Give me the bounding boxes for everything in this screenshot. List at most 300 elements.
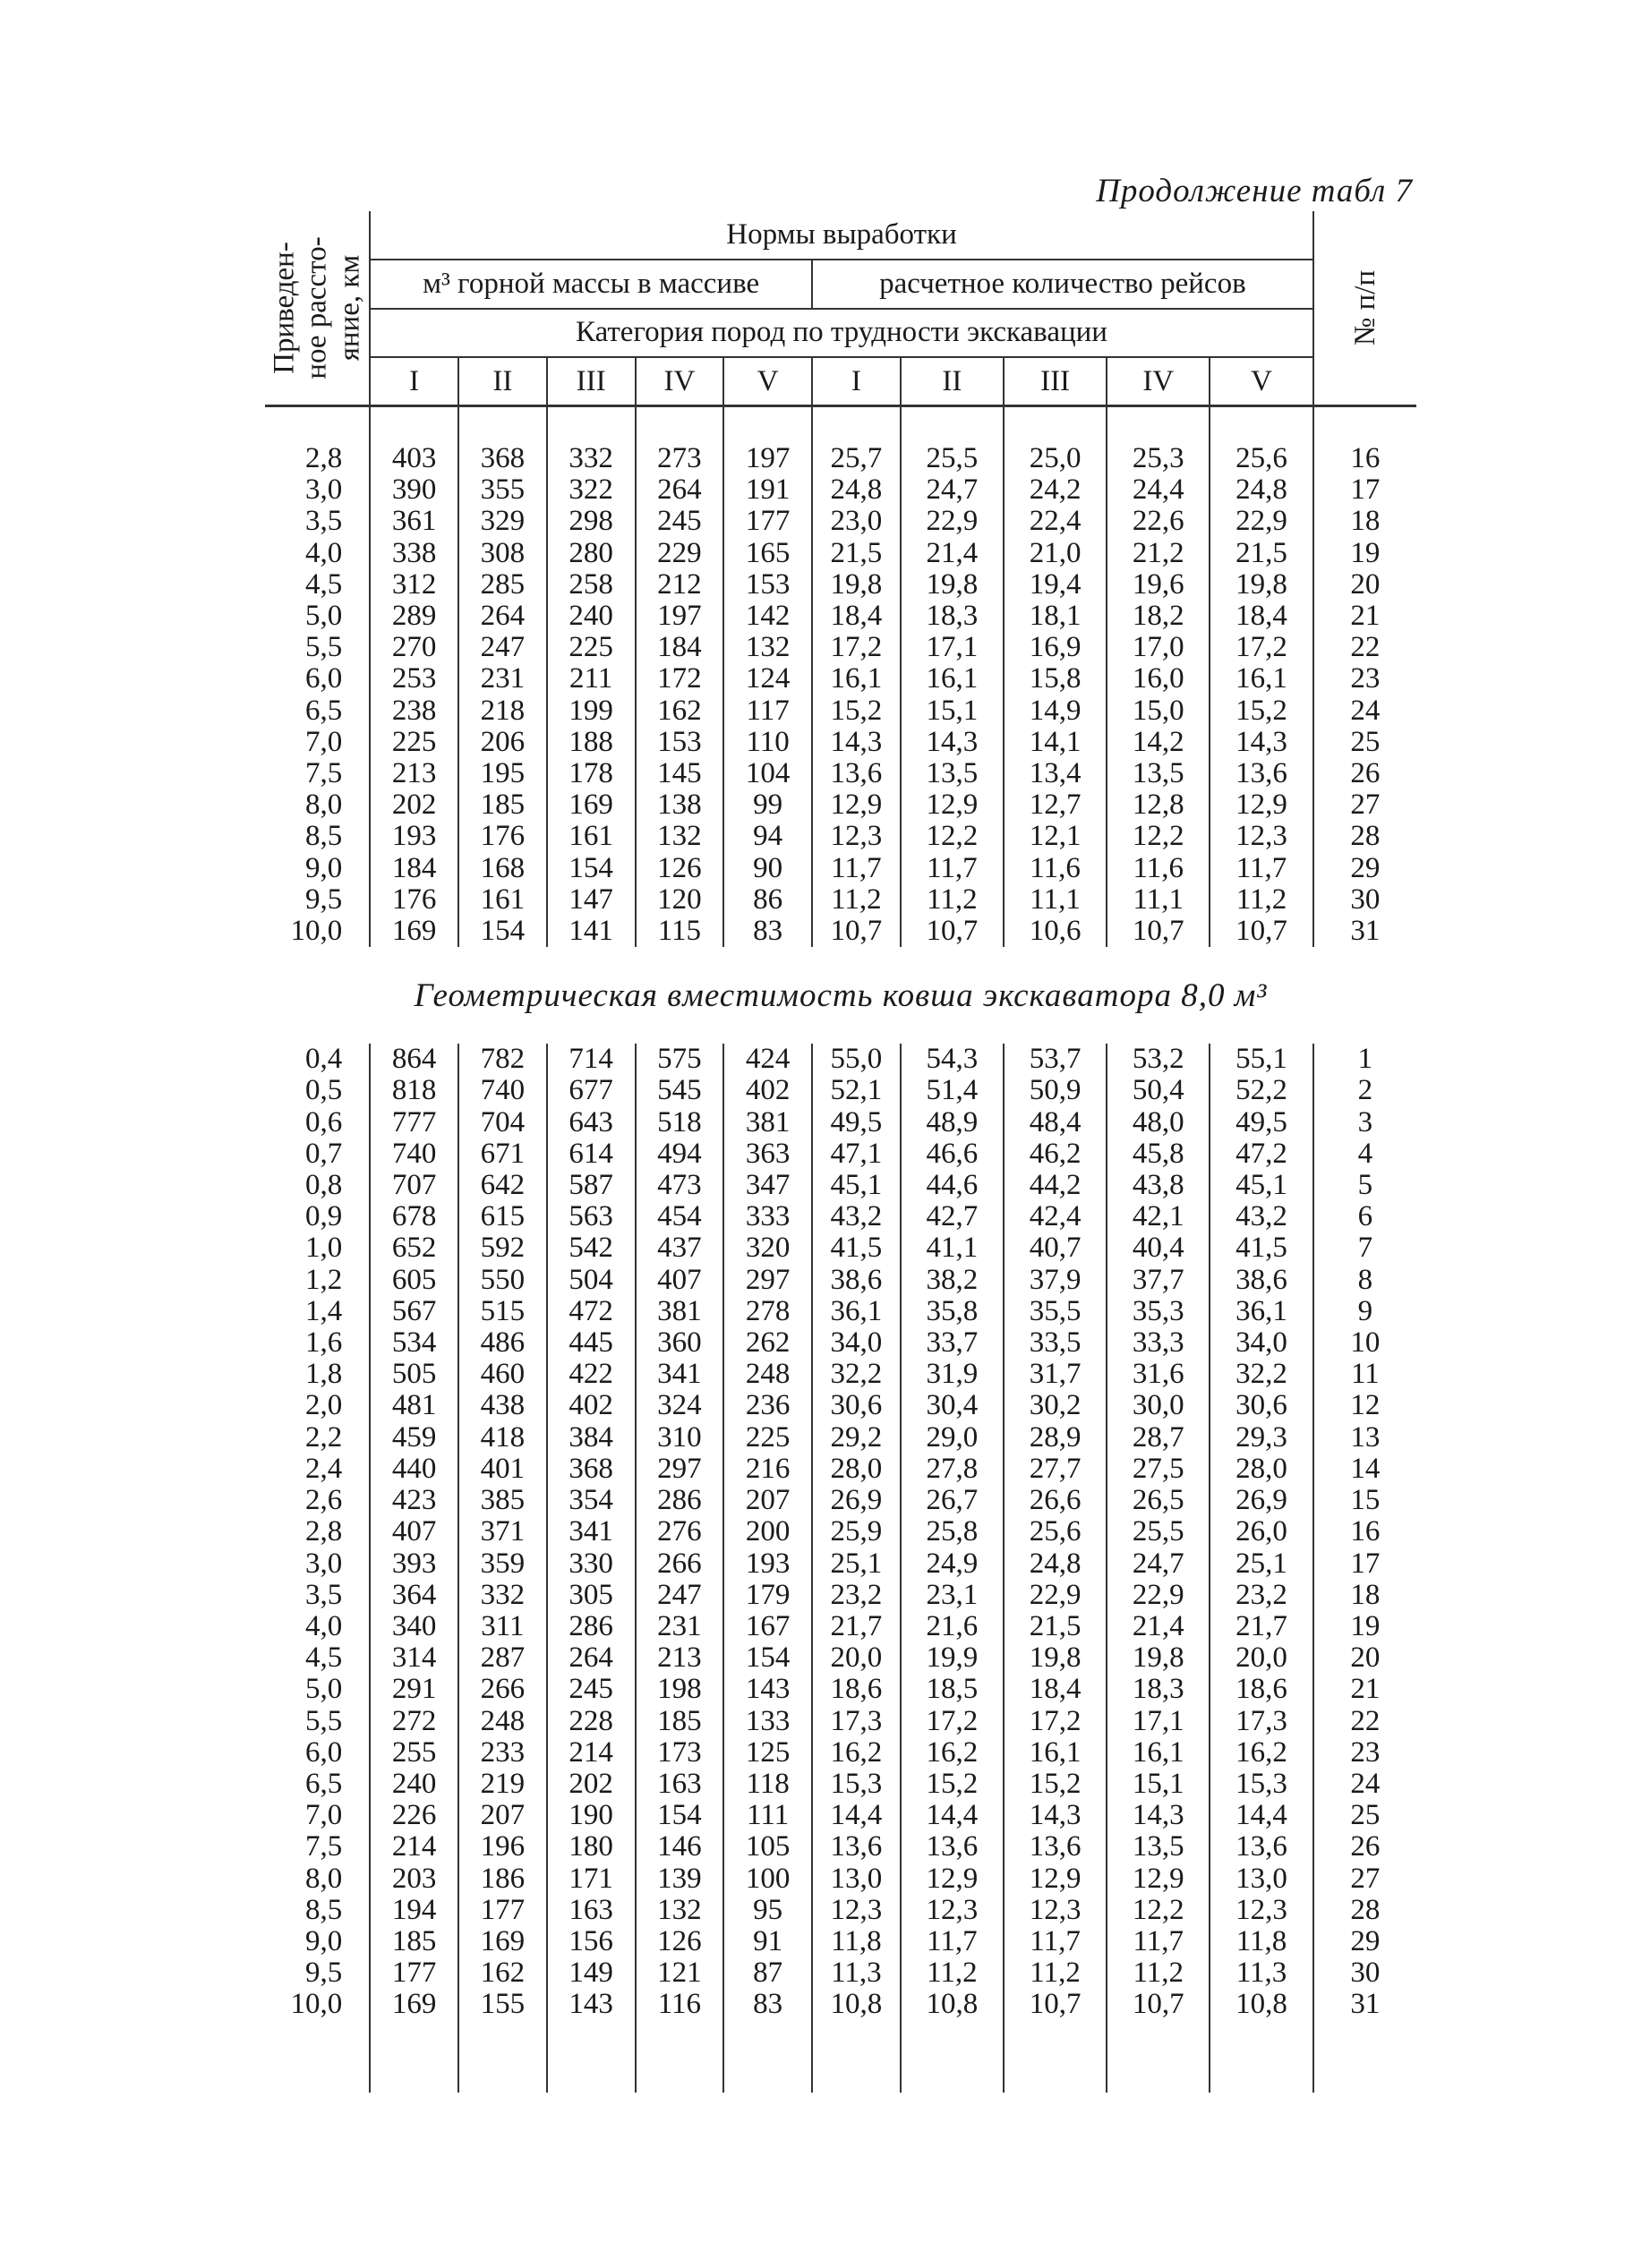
index-cell: 31 xyxy=(1313,1989,1416,2020)
mass-norm-cell: 333 xyxy=(723,1201,812,1232)
trips-cell: 14,3 xyxy=(901,727,1004,758)
table-row xyxy=(265,727,1416,758)
mass-norm-cell: 550 xyxy=(458,1265,547,1296)
table-row xyxy=(265,1926,1416,1957)
mass-norm-cell: 87 xyxy=(723,1957,812,1989)
mass-norm-cell: 197 xyxy=(636,601,724,632)
trips-cell: 27,7 xyxy=(1004,1454,1107,1485)
trips-cell: 23,2 xyxy=(1210,1580,1312,1611)
mass-norm-cell: 310 xyxy=(636,1422,724,1454)
trips-cell: 13,6 xyxy=(812,1831,901,1863)
table-row xyxy=(265,1989,1416,2020)
trips-cell: 15,3 xyxy=(1210,1769,1312,1800)
mass-norm-cell: 193 xyxy=(723,1548,812,1580)
mass-norm-cell: 143 xyxy=(547,1989,636,2020)
distance-cell: 5,5 xyxy=(305,631,343,664)
mass-norm-cell: 308 xyxy=(458,538,547,569)
trips-cell: 19,8 xyxy=(901,569,1004,601)
mass-norm-cell: 198 xyxy=(636,1674,724,1705)
trips-cell: 22,9 xyxy=(901,506,1004,537)
mass-norm-cell: 188 xyxy=(547,727,636,758)
trips-cell: 23,0 xyxy=(812,506,901,537)
mass-norm-cell: 258 xyxy=(547,569,636,601)
trips-cell: 17,3 xyxy=(812,1706,901,1737)
mass-norm-cell: 153 xyxy=(636,727,724,758)
mass-norm-cell: 248 xyxy=(723,1359,812,1390)
trips-cell: 21,0 xyxy=(1004,538,1107,569)
distance-cell: 4,0 xyxy=(305,536,343,569)
trips-cell: 10,8 xyxy=(1210,1989,1312,2020)
index-cell: 16 xyxy=(1313,1516,1416,1548)
distance-cell: 3,0 xyxy=(305,473,343,507)
mass-norm-cell: 567 xyxy=(370,1296,458,1327)
distance-cell: 10,0 xyxy=(290,915,343,948)
trips-cell: 14,1 xyxy=(1004,727,1107,758)
mass-norm-cell: 169 xyxy=(370,1989,458,2020)
trips-cell: 15,1 xyxy=(1107,1769,1210,1800)
trips-cell: 12,1 xyxy=(1004,821,1107,852)
index-cell: 3 xyxy=(1313,1107,1416,1138)
cat-mass-1: I xyxy=(409,364,420,397)
trips-cell: 24,2 xyxy=(1004,474,1107,506)
mass-norm-cell: 155 xyxy=(458,1989,547,2020)
index-cell: 30 xyxy=(1313,884,1416,916)
trips-cell: 18,2 xyxy=(1107,601,1210,632)
trips-cell: 51,4 xyxy=(901,1075,1004,1106)
trips-cell: 45,1 xyxy=(1210,1170,1312,1201)
mass-norm-cell: 117 xyxy=(723,695,812,727)
table-tail xyxy=(265,2021,1416,2093)
table-row xyxy=(265,506,1416,537)
table-row xyxy=(265,569,1416,601)
mass-norm-cell: 207 xyxy=(723,1485,812,1516)
trips-cell: 28,0 xyxy=(812,1454,901,1485)
mass-norm-cell: 534 xyxy=(370,1327,458,1359)
table-row xyxy=(265,443,1416,474)
mass-norm-cell: 418 xyxy=(458,1422,547,1454)
mass-norm-cell: 179 xyxy=(723,1580,812,1611)
table-row xyxy=(265,1737,1416,1769)
mass-norm-cell: 185 xyxy=(636,1706,724,1737)
mass-norm-cell: 172 xyxy=(636,663,724,695)
mass-norm-cell: 324 xyxy=(636,1390,724,1421)
mass-norm-cell: 364 xyxy=(370,1580,458,1611)
mass-norm-cell: 248 xyxy=(458,1706,547,1737)
mass-norm-cell: 199 xyxy=(547,695,636,727)
mass-norm-cell: 86 xyxy=(723,884,812,916)
mass-norm-cell: 423 xyxy=(370,1485,458,1516)
section-2-caption-body xyxy=(265,947,1416,1044)
mass-norm-cell: 575 xyxy=(636,1044,724,1075)
trips-cell: 34,0 xyxy=(1210,1327,1312,1359)
trips-cell: 11,7 xyxy=(901,1926,1004,1957)
mass-norm-cell: 216 xyxy=(723,1454,812,1485)
mass-norm-cell: 194 xyxy=(370,1895,458,1926)
trips-cell: 29,3 xyxy=(1210,1422,1312,1454)
trips-cell: 15,1 xyxy=(901,695,1004,727)
index-cell: 27 xyxy=(1313,1863,1416,1895)
mass-norm-cell: 124 xyxy=(723,663,812,695)
index-cell: 13 xyxy=(1313,1422,1416,1454)
trips-cell: 17,1 xyxy=(1107,1706,1210,1737)
mass-norm-cell: 154 xyxy=(458,916,547,947)
mass-norm-cell: 219 xyxy=(458,1769,547,1800)
trips-cell: 21,7 xyxy=(1210,1611,1312,1642)
distance-cell: 0,4 xyxy=(305,1043,343,1076)
trips-cell: 21,7 xyxy=(812,1611,901,1642)
table-row xyxy=(265,1611,1416,1642)
distance-cell: 7,0 xyxy=(305,725,343,758)
trips-cell: 22,4 xyxy=(1004,506,1107,537)
mass-norm-cell: 154 xyxy=(636,1800,724,1831)
trips-cell: 42,4 xyxy=(1004,1201,1107,1232)
distance-cell: 5,5 xyxy=(305,1704,343,1737)
index-cell: 21 xyxy=(1313,601,1416,632)
trips-cell: 32,2 xyxy=(1210,1359,1312,1390)
table-row xyxy=(265,1516,1416,1548)
trips-cell: 42,7 xyxy=(901,1201,1004,1232)
index-cell: 15 xyxy=(1313,1485,1416,1516)
mass-norm-cell: 240 xyxy=(547,601,636,632)
mass-norm-cell: 185 xyxy=(458,789,547,821)
trips-cell: 18,4 xyxy=(1210,601,1312,632)
trips-cell: 14,3 xyxy=(812,727,901,758)
trips-cell: 25,1 xyxy=(812,1548,901,1580)
index-cell: 26 xyxy=(1313,758,1416,789)
trips-cell: 11,3 xyxy=(1210,1957,1312,1989)
trips-cell: 47,1 xyxy=(812,1138,901,1170)
trips-cell: 35,8 xyxy=(901,1296,1004,1327)
trips-cell: 23,1 xyxy=(901,1580,1004,1611)
trips-cell: 25,1 xyxy=(1210,1548,1312,1580)
mass-norm-cell: 238 xyxy=(370,695,458,727)
trips-cell: 28,0 xyxy=(1210,1454,1312,1485)
table-row xyxy=(265,1044,1416,1075)
trips-cell: 33,5 xyxy=(1004,1327,1107,1359)
trips-cell: 23,2 xyxy=(812,1580,901,1611)
mass-norm-cell: 141 xyxy=(547,916,636,947)
trips-cell: 34,0 xyxy=(812,1327,901,1359)
index-header: № п/п xyxy=(1313,211,1416,406)
index-cell: 28 xyxy=(1313,821,1416,852)
trips-cell: 11,2 xyxy=(901,884,1004,916)
trips-cell: 36,1 xyxy=(812,1296,901,1327)
mass-norm-cell: 202 xyxy=(370,789,458,821)
mass-norm-cell: 371 xyxy=(458,1516,547,1548)
trips-cell: 13,0 xyxy=(1210,1863,1312,1895)
mass-norm-cell: 161 xyxy=(458,884,547,916)
trips-cell: 12,3 xyxy=(1004,1895,1107,1926)
mass-norm-cell: 384 xyxy=(547,1422,636,1454)
mass-norm-cell: 245 xyxy=(547,1674,636,1705)
trips-cell: 44,6 xyxy=(901,1170,1004,1201)
mass-norm-cell: 83 xyxy=(723,1989,812,2020)
trips-cell: 37,9 xyxy=(1004,1265,1107,1296)
table-row xyxy=(265,1359,1416,1390)
trips-cell: 26,7 xyxy=(901,1485,1004,1516)
index-cell: 5 xyxy=(1313,1170,1416,1201)
trips-cell: 25,9 xyxy=(812,1516,901,1548)
cat-mass-3: III xyxy=(547,357,636,405)
mass-norm-cell: 297 xyxy=(636,1454,724,1485)
mass-norm-cell: 115 xyxy=(636,916,724,947)
mass-norm-cell: 777 xyxy=(370,1107,458,1138)
mass-norm-cell: 214 xyxy=(547,1737,636,1769)
table-row xyxy=(265,853,1416,884)
mass-norm-cell: 247 xyxy=(458,632,547,663)
trips-cell: 17,2 xyxy=(1004,1706,1107,1737)
mass-norm-cell: 184 xyxy=(636,632,724,663)
mass-norm-cell: 459 xyxy=(370,1422,458,1454)
table-row xyxy=(265,1422,1416,1454)
mass-norm-cell: 133 xyxy=(723,1706,812,1737)
mass-norm-cell: 184 xyxy=(370,853,458,884)
mass-norm-cell: 218 xyxy=(458,695,547,727)
mass-norm-cell: 340 xyxy=(370,1611,458,1642)
distance-cell: 0,8 xyxy=(305,1169,343,1202)
mass-norm-cell: 226 xyxy=(370,1800,458,1831)
mass-norm-cell: 363 xyxy=(723,1138,812,1170)
trips-cell: 13,6 xyxy=(901,1831,1004,1863)
mass-norm-cell: 146 xyxy=(636,1831,724,1863)
index-cell: 18 xyxy=(1313,1580,1416,1611)
trips-cell: 29,0 xyxy=(901,1422,1004,1454)
distance-cell: 2,0 xyxy=(305,1389,343,1422)
mass-norm-cell: 355 xyxy=(458,474,547,506)
trips-cell: 41,5 xyxy=(1210,1232,1312,1264)
trips-cell: 21,4 xyxy=(901,538,1004,569)
trips-cell: 19,8 xyxy=(1210,569,1312,601)
trips-cell: 10,8 xyxy=(812,1989,901,2020)
index-cell: 8 xyxy=(1313,1265,1416,1296)
distance-cell: 8,5 xyxy=(305,1893,343,1926)
distance-cell: 5,0 xyxy=(305,1673,343,1706)
distance-cell: 4,0 xyxy=(305,1609,343,1642)
mass-norm-cell: 231 xyxy=(458,663,547,695)
mass-norm-cell: 714 xyxy=(547,1044,636,1075)
trips-cell: 31,6 xyxy=(1107,1359,1210,1390)
trips-cell: 11,7 xyxy=(901,853,1004,884)
index-cell: 17 xyxy=(1313,1548,1416,1580)
mass-norm-cell: 354 xyxy=(547,1485,636,1516)
mass-norm-cell: 314 xyxy=(370,1642,458,1674)
mass-norm-cell: 368 xyxy=(547,1454,636,1485)
mass-norm-cell: 153 xyxy=(723,569,812,601)
trips-cell: 13,5 xyxy=(1107,758,1210,789)
table-row xyxy=(265,1454,1416,1485)
mass-norm-cell: 494 xyxy=(636,1138,724,1170)
trips-cell: 10,7 xyxy=(812,916,901,947)
trips-cell: 16,1 xyxy=(1107,1737,1210,1769)
table-row xyxy=(265,601,1416,632)
mass-norm-cell: 143 xyxy=(723,1674,812,1705)
trips-cell: 16,2 xyxy=(901,1737,1004,1769)
distance-cell: 1,0 xyxy=(305,1232,343,1265)
trips-cell: 21,6 xyxy=(901,1611,1004,1642)
distance-cell: 10,0 xyxy=(290,1988,343,2021)
index-cell: 7 xyxy=(1313,1232,1416,1264)
mass-norm-cell: 605 xyxy=(370,1265,458,1296)
table-row xyxy=(265,758,1416,789)
mass-norm-cell: 678 xyxy=(370,1201,458,1232)
mass-norm-cell: 225 xyxy=(370,727,458,758)
trips-cell: 24,8 xyxy=(1210,474,1312,506)
trips-cell: 12,9 xyxy=(812,789,901,821)
trips-cell: 42,1 xyxy=(1107,1201,1210,1232)
trips-cell: 52,2 xyxy=(1210,1075,1312,1106)
trips-cell: 30,0 xyxy=(1107,1390,1210,1421)
distance-cell: 4,5 xyxy=(305,567,343,601)
table-row xyxy=(265,538,1416,569)
mass-norm-cell: 121 xyxy=(636,1957,724,1989)
mass-norm-cell: 116 xyxy=(636,1989,724,2020)
mass-norm-cell: 99 xyxy=(723,789,812,821)
norms-title: Нормы выработки xyxy=(370,211,1312,260)
trips-cell: 49,5 xyxy=(1210,1107,1312,1138)
table-row xyxy=(265,1107,1416,1138)
distance-cell: 9,5 xyxy=(305,1957,343,1990)
mass-norm-cell: 332 xyxy=(547,443,636,474)
trips-cell: 33,3 xyxy=(1107,1327,1210,1359)
mass-norm-cell: 515 xyxy=(458,1296,547,1327)
trips-cell: 22,6 xyxy=(1107,506,1210,537)
distance-cell: 6,0 xyxy=(305,662,343,695)
mass-norm-cell: 312 xyxy=(370,569,458,601)
trips-cell: 10,8 xyxy=(901,1989,1004,2020)
index-cell: 20 xyxy=(1313,569,1416,601)
distance-cell: 6,5 xyxy=(305,694,343,727)
mass-norm-cell: 110 xyxy=(723,727,812,758)
trips-cell: 17,0 xyxy=(1107,632,1210,663)
trips-cell: 18,1 xyxy=(1004,601,1107,632)
table-row xyxy=(265,632,1416,663)
trips-cell: 17,2 xyxy=(901,1706,1004,1737)
mass-norm-cell: 190 xyxy=(547,1800,636,1831)
trips-cell: 17,3 xyxy=(1210,1706,1312,1737)
trips-header: расчетное количество рейсов xyxy=(812,260,1313,308)
distance-cell: 3,5 xyxy=(305,1578,343,1611)
trips-cell: 14,3 xyxy=(1107,1800,1210,1831)
trips-cell: 46,2 xyxy=(1004,1138,1107,1170)
mass-norm-cell: 202 xyxy=(547,1769,636,1800)
mass-norm-cell: 291 xyxy=(370,1674,458,1705)
trips-cell: 19,4 xyxy=(1004,569,1107,601)
trips-cell: 16,2 xyxy=(812,1737,901,1769)
category-header: Категория пород по трудности экскавации xyxy=(370,309,1312,357)
table-row xyxy=(265,1390,1416,1421)
trips-cell: 43,2 xyxy=(812,1201,901,1232)
mass-norm-cell: 518 xyxy=(636,1107,724,1138)
mass-norm-cell: 95 xyxy=(723,1895,812,1926)
mass-norm-cell: 177 xyxy=(723,506,812,537)
trips-cell: 18,4 xyxy=(1004,1674,1107,1705)
trips-cell: 44,2 xyxy=(1004,1170,1107,1201)
trips-cell: 45,1 xyxy=(812,1170,901,1201)
trips-cell: 12,9 xyxy=(1210,789,1312,821)
trips-cell: 11,2 xyxy=(812,884,901,916)
trips-cell: 16,1 xyxy=(1004,1737,1107,1769)
trips-cell: 14,4 xyxy=(901,1800,1004,1831)
mass-norm-cell: 330 xyxy=(547,1548,636,1580)
mass-norm-cell: 652 xyxy=(370,1232,458,1264)
mass-norm-cell: 125 xyxy=(723,1737,812,1769)
mass-norm-cell: 138 xyxy=(636,789,724,821)
trips-cell: 13,6 xyxy=(1210,1831,1312,1863)
trips-cell: 15,2 xyxy=(901,1769,1004,1800)
mass-norm-cell: 195 xyxy=(458,758,547,789)
index-cell: 19 xyxy=(1313,538,1416,569)
mass-norm-cell: 126 xyxy=(636,1926,724,1957)
mass-norm-cell: 225 xyxy=(723,1422,812,1454)
trips-cell: 54,3 xyxy=(901,1044,1004,1075)
trips-cell: 15,3 xyxy=(812,1769,901,1800)
trips-cell: 10,7 xyxy=(1107,916,1210,947)
cat-trips-4: IV xyxy=(1107,357,1210,405)
table-row xyxy=(265,1232,1416,1264)
mass-norm-cell: 228 xyxy=(547,1706,636,1737)
mass-norm-cell: 178 xyxy=(547,758,636,789)
index-cell: 29 xyxy=(1313,1926,1416,1957)
mass-norm-cell: 236 xyxy=(723,1390,812,1421)
mass-norm-cell: 149 xyxy=(547,1957,636,1989)
table-header xyxy=(265,211,1416,406)
mass-norm-cell: 298 xyxy=(547,506,636,537)
trips-cell: 11,7 xyxy=(1107,1926,1210,1957)
index-cell: 31 xyxy=(1313,916,1416,947)
mass-norm-cell: 460 xyxy=(458,1359,547,1390)
mass-norm-cell: 407 xyxy=(370,1516,458,1548)
mass-norm-cell: 286 xyxy=(547,1611,636,1642)
trips-cell: 10,7 xyxy=(1107,1989,1210,2020)
trips-cell: 52,1 xyxy=(812,1075,901,1106)
mass-norm-cell: 360 xyxy=(636,1327,724,1359)
mass-norm-cell: 440 xyxy=(370,1454,458,1485)
mass-norm-cell: 402 xyxy=(547,1390,636,1421)
trips-cell: 11,2 xyxy=(1210,884,1312,916)
index-cell: 14 xyxy=(1313,1454,1416,1485)
distance-cell: 6,5 xyxy=(305,1767,343,1800)
table-row xyxy=(265,1957,1416,1989)
mass-norm-cell: 643 xyxy=(547,1107,636,1138)
table-row xyxy=(265,1895,1416,1926)
trips-cell: 47,2 xyxy=(1210,1138,1312,1170)
mass-norm-cell: 91 xyxy=(723,1926,812,1957)
index-cell: 26 xyxy=(1313,1831,1416,1863)
mass-norm-cell: 196 xyxy=(458,1831,547,1863)
trips-cell: 18,3 xyxy=(901,601,1004,632)
trips-cell: 12,2 xyxy=(1107,821,1210,852)
trips-cell: 48,0 xyxy=(1107,1107,1210,1138)
mass-norm-cell: 213 xyxy=(636,1642,724,1674)
mass-norm-cell: 347 xyxy=(723,1170,812,1201)
distance-cell: 0,9 xyxy=(305,1200,343,1233)
mass-norm-cell: 563 xyxy=(547,1201,636,1232)
index-cell: 21 xyxy=(1313,1674,1416,1705)
table-row xyxy=(265,789,1416,821)
trips-cell: 14,9 xyxy=(1004,695,1107,727)
mass-norm-cell: 120 xyxy=(636,884,724,916)
mass-norm-cell: 197 xyxy=(723,443,812,474)
trips-cell: 13,6 xyxy=(1210,758,1312,789)
mass-norm-cell: 677 xyxy=(547,1075,636,1106)
mass-norm-cell: 385 xyxy=(458,1485,547,1516)
trips-cell: 16,0 xyxy=(1107,663,1210,695)
trips-cell: 10,7 xyxy=(1210,916,1312,947)
table-row xyxy=(265,1296,1416,1327)
trips-cell: 14,3 xyxy=(1210,727,1312,758)
trips-cell: 41,5 xyxy=(812,1232,901,1264)
trips-cell: 24,4 xyxy=(1107,474,1210,506)
